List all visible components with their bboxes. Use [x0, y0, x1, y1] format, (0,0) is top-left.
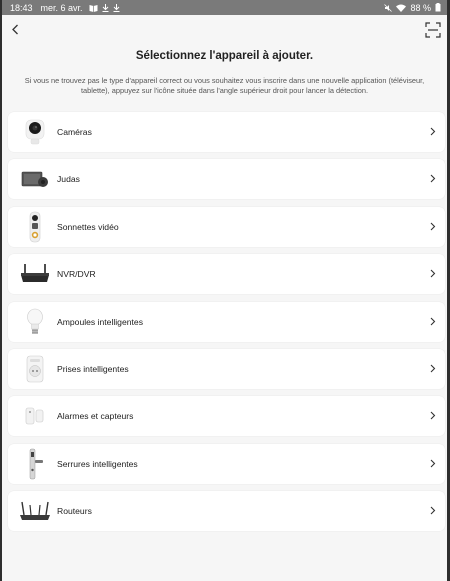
download-icon: [113, 4, 120, 12]
device-item-smart-locks[interactable]: [8, 444, 445, 484]
device-item-smart-plugs[interactable]: [8, 349, 445, 389]
device-item-cameras[interactable]: [8, 112, 445, 152]
download-icon: [102, 4, 109, 12]
page-subtitle: Si vous ne trouvez pas le type d'appareil correct ou vous souhaitez vous inscrire dans une nouvelle application (téléviseur, tablette), appuyez sur l'icône située dans l'angle supérieur droit pour lancer la détection.: [24, 76, 425, 95]
scan-icon: [425, 22, 441, 38]
device-label: Sonnettes vidéo: [57, 221, 119, 232]
chevron-right-icon: [430, 269, 436, 278]
device-item-peephole[interactable]: [8, 159, 445, 199]
device-item-nvr-dvr[interactable]: [8, 254, 445, 294]
status-date: mer. 6 avr.: [40, 2, 83, 13]
chevron-right-icon: [430, 174, 436, 183]
chevron-right-icon: [430, 127, 436, 136]
device-label: Routeurs: [57, 506, 92, 517]
bulb-icon: [18, 305, 52, 339]
device-label: Prises intelligentes: [57, 363, 129, 374]
peephole-icon: [18, 162, 52, 196]
back-arrow-icon: [11, 24, 19, 35]
book-icon: [89, 4, 98, 12]
sensor-icon: [18, 399, 52, 433]
wifi-icon: [396, 4, 406, 12]
battery-icon: [435, 3, 441, 12]
device-label: Serrures intelligentes: [57, 458, 138, 469]
status-time: 18:43: [10, 2, 33, 13]
app-bar: [2, 15, 447, 45]
chevron-right-icon: [430, 459, 436, 468]
device-item-alarms-sensors[interactable]: [8, 396, 445, 436]
nvr-icon: [18, 257, 52, 291]
device-label: Ampoules intelligentes: [57, 316, 143, 327]
mute-icon: [384, 4, 392, 12]
back-button[interactable]: [8, 21, 22, 37]
lock-icon: [18, 447, 52, 481]
device-item-routers[interactable]: [8, 491, 445, 531]
plug-icon: [18, 352, 52, 386]
device-label: Alarmes et capteurs: [57, 411, 134, 422]
device-label: Caméras: [57, 127, 92, 137]
device-type-list: [8, 112, 445, 539]
doorbell-icon: [18, 210, 52, 244]
chevron-right-icon: [430, 317, 436, 326]
camera-icon: [18, 115, 52, 149]
device-label: NVR/DVR: [57, 269, 96, 280]
chevron-right-icon: [430, 222, 436, 231]
chevron-right-icon: [430, 411, 436, 420]
page-title: Sélectionnez l'appareil à ajouter.: [135, 50, 314, 62]
device-item-smart-bulbs[interactable]: [8, 302, 445, 342]
chevron-right-icon: [430, 364, 436, 373]
scan-detection-button[interactable]: [425, 22, 441, 38]
device-item-video-doorbells[interactable]: [8, 207, 445, 247]
chevron-right-icon: [430, 506, 436, 515]
battery-percent: 88 %: [410, 2, 431, 13]
device-label: Judas: [57, 174, 80, 185]
status-bar: [2, 0, 447, 15]
router-icon: [18, 494, 52, 528]
